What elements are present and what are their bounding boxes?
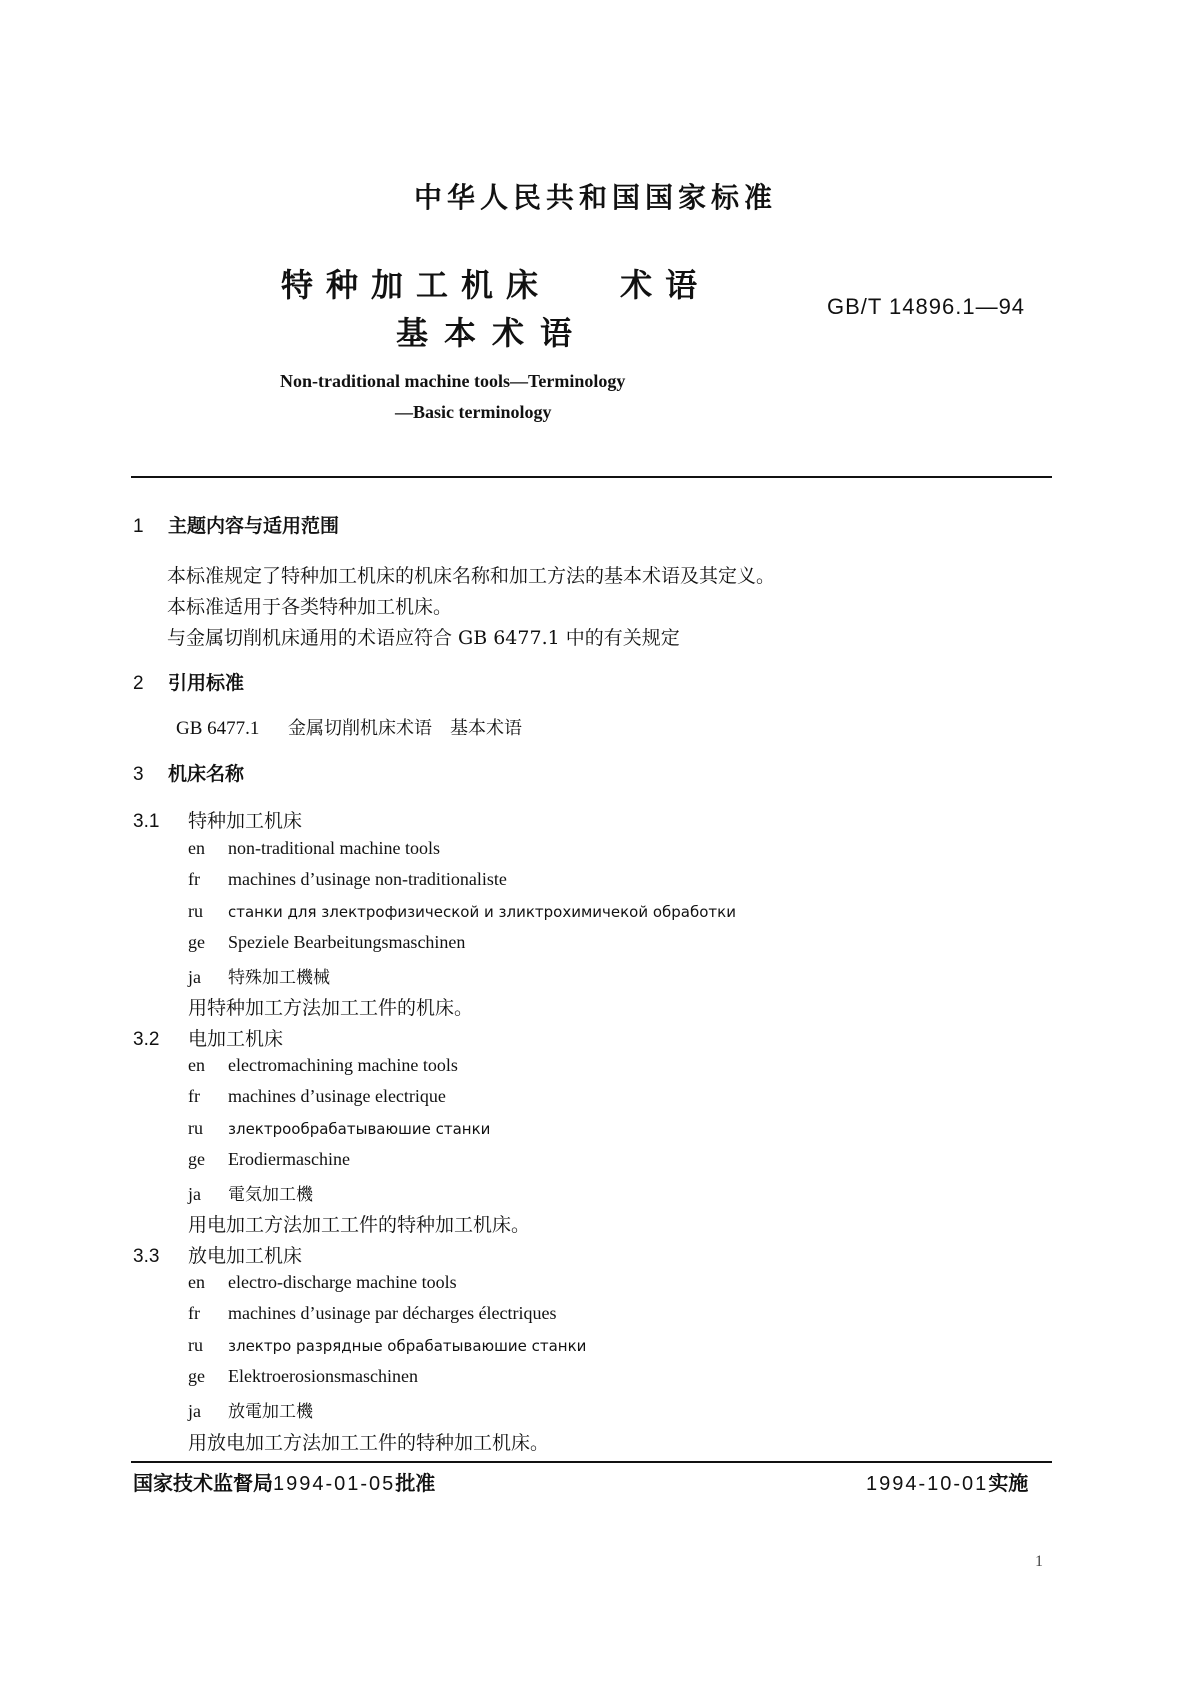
paragraph: 本标准规定了特种加工机床的机床名称和加工方法的基本术语及其定义。	[167, 565, 776, 587]
section-title: 机床名称	[168, 763, 245, 785]
term-ge: ge Erodiermaschine	[188, 1149, 350, 1169]
term-ge: ge Speziele Bearbeitungsmaschinen	[188, 932, 466, 952]
paragraph: 与金属切削机床通用的术语应符合 GB 6477.1 中的有关规定	[167, 627, 680, 649]
approval-org: 国家技术监督局	[133, 1471, 273, 1495]
term-ru: ru станки для злектрофизической и зликтрохимичекой обработки	[188, 901, 736, 921]
standard-code: GB/T 14896.1—94	[827, 294, 1026, 319]
term-fr: fr machines d’usinage par décharges électriques	[188, 1303, 557, 1323]
footer-divider	[131, 1461, 1052, 1463]
effective-word: 实施	[988, 1471, 1029, 1495]
section-number: 3	[133, 764, 144, 785]
standard-title-line1: 特种加工机床 术语	[281, 266, 711, 304]
term-fr: fr machines d’usinage electrique	[188, 1086, 446, 1106]
reference-code: GB 6477.1	[176, 718, 260, 739]
section-3-heading	[133, 759, 244, 786]
term-definition: 用放电加工方法加工工件的特种加工机床。	[188, 1432, 550, 1454]
section-number: 1	[133, 516, 144, 537]
paragraph: 本标准适用于各类特种加工机床。	[167, 596, 453, 618]
approval-line	[133, 1467, 435, 1496]
page-number: 1	[1035, 1553, 1043, 1570]
section-2-heading	[133, 668, 244, 695]
term-ru: ru злектрообрабатываюшие станки	[188, 1118, 491, 1138]
term-ru: ru злектро разрядные обрабатываюшие станки	[188, 1335, 587, 1355]
section-number: 2	[133, 673, 144, 694]
term-name: 放电加工机床	[188, 1245, 303, 1267]
term-ge: ge Elektroerosionsmaschinen	[188, 1366, 418, 1386]
term-fr: fr machines d’usinage non-traditionaliste	[188, 869, 507, 889]
term-definition: 用电加工方法加工工件的特种加工机床。	[188, 1214, 531, 1236]
term-name: 特种加工机床	[188, 810, 303, 832]
term-name: 电加工机床	[188, 1028, 284, 1050]
term-ja: ja 電気加工機	[188, 1184, 313, 1205]
term-heading	[133, 806, 302, 833]
section-title: 引用标准	[168, 672, 245, 694]
term-number: 3.1	[133, 811, 160, 832]
section-title: 主题内容与适用范围	[168, 515, 340, 537]
term-definition: 用特种加工方法加工工件的机床。	[188, 997, 474, 1019]
header-divider	[131, 476, 1052, 478]
approval-date: 1994-01-05	[273, 1473, 396, 1495]
term-heading	[133, 1241, 302, 1268]
section-1-heading	[133, 511, 339, 538]
term-ja: ja 特殊加工機械	[188, 967, 330, 988]
term-en: en electromachining machine tools	[188, 1055, 458, 1075]
issuer-heading: 中华人民共和国国家标准	[413, 181, 777, 214]
english-title-line1: Non-traditional machine tools—Terminology	[280, 371, 626, 391]
normative-reference	[176, 714, 522, 740]
term-en: en non-traditional machine tools	[188, 838, 440, 858]
reference-title: 金属切削机床术语 基本术语	[288, 718, 523, 739]
term-number: 3.2	[133, 1029, 160, 1050]
term-en: en electro-discharge machine tools	[188, 1272, 457, 1292]
term-ja: ja 放電加工機	[188, 1401, 313, 1422]
effective-date: 1994-10-01	[866, 1473, 989, 1495]
effective-line	[866, 1467, 1028, 1496]
standard-title-line2: 基本术语	[396, 314, 589, 352]
approval-word: 批准	[395, 1471, 436, 1495]
term-number: 3.3	[133, 1246, 160, 1267]
term-heading	[133, 1024, 283, 1051]
english-title-line2: —Basic terminology	[395, 402, 552, 422]
